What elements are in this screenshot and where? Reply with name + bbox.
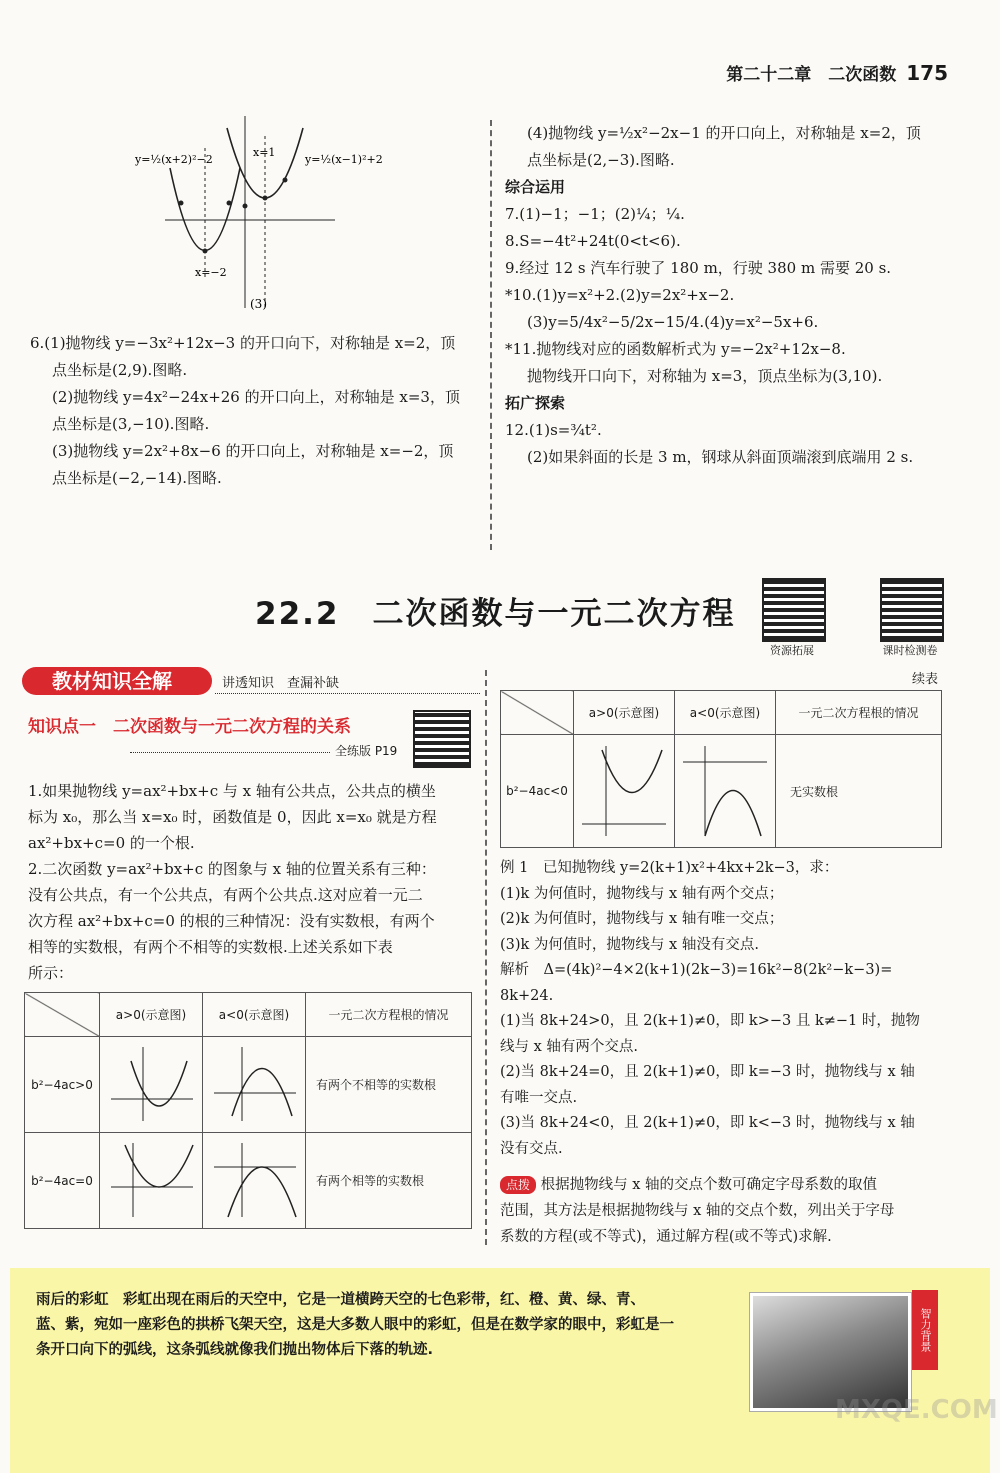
sketch-cell — [100, 1133, 203, 1229]
table-header: a>0(示意图) — [574, 691, 675, 735]
example-line: (3)k 为何值时，抛物线与 x 轴没有交点. — [500, 936, 759, 953]
qr-code-test[interactable] — [880, 578, 944, 642]
body-line: 没有公共点，有一个公共点，有两个公共点.这对应着一元二 — [28, 886, 423, 904]
parabola-graph-3 — [135, 108, 395, 318]
note-line: 条开口向下的弧线，这条弧线就像我们抛出物体后下落的轨迹. — [36, 1342, 434, 1358]
point — [179, 201, 184, 206]
point1-rule — [130, 752, 330, 753]
x1-label: x=1 — [253, 146, 276, 159]
xm2-label: x=−2 — [195, 266, 227, 279]
example-line: (1)k 为何值时，抛物线与 x 轴有两个交点； — [500, 885, 784, 902]
page-header — [726, 60, 948, 85]
table-row-label: b²−4ac>0 — [25, 1037, 100, 1133]
tip-line: 根据抛物线与 x 轴的交点个数可确定字母系数的取值 — [540, 1177, 878, 1193]
watermark: MXQE.COM — [835, 1395, 998, 1425]
table-header: a<0(示意图) — [203, 993, 306, 1037]
continued-label: 续表 — [912, 672, 939, 687]
eq-left-label: y=½(x+2)²−2 — [135, 153, 213, 166]
point1-title: 知识点一 二次函数与一元二次方程的关系 — [28, 717, 351, 737]
body-line: 2.二次函数 y=ax²+bx+c 的图象与 x 轴的位置关系有三种： — [28, 860, 436, 878]
answer-line: 点坐标是(2,−3).图略. — [527, 151, 675, 169]
rainbow-note — [36, 1288, 736, 1363]
table-header: 一元二次方程根的情况 — [306, 993, 472, 1037]
example-1 — [500, 856, 950, 1162]
tip-line: 系数的方程(或不等式)，通过解方程(或不等式)求解. — [500, 1229, 832, 1245]
body-line: 相等的实数根，有两个不相等的实数根.上述关系如下表 — [28, 938, 393, 956]
knowledge-banner — [22, 667, 212, 695]
answer-line: (3)抛物线 y=2x²+8x−6 的开口向上，对称轴是 x=−2，顶 — [52, 442, 454, 460]
sketch-cell — [675, 735, 776, 848]
answer-line: 点坐标是(2,9).图略. — [52, 361, 188, 379]
answer-line: 12.(1)s=¾t². — [505, 421, 602, 439]
relation-table — [24, 992, 472, 1229]
table-corner — [501, 691, 574, 735]
relation-table-continued — [500, 690, 942, 848]
section-title: 22.2 二次函数与一元二次方程 — [255, 596, 736, 632]
example-line: (1)当 8k+24>0，且 2(k+1)≠0，即 k>−3 且 k≠−1 时，抛物 — [500, 1013, 920, 1029]
body-line: 标为 x₀，那么当 x=x₀ 时，函数值是 0，因此 x=x₀ 就是方程 — [28, 808, 437, 826]
table-header: 一元二次方程根的情况 — [776, 691, 942, 735]
answer-line: (2)抛物线 y=4x²−24x+26 的开口向上，对称轴是 x=3，顶 — [52, 388, 460, 406]
qr-code-point1[interactable] — [413, 710, 471, 768]
answer-line: 6.(1)抛物线 y=−3x²+12x−3 的开口向下，对称轴是 x=2，顶 — [30, 334, 456, 352]
table-row-label: b²−4ac<0 — [501, 735, 574, 848]
example-line: 8k+24. — [500, 987, 554, 1004]
note-line: 雨后的彩虹 彩虹出现在雨后的天空中，它是一道横跨天空的七色彩带，红、橙、黄、绿、青、 — [36, 1292, 645, 1308]
tip-line: 范围，其方法是根据抛物线与 x 轴的交点个数，列出关于字母 — [500, 1203, 895, 1219]
answer-line: 7.(1)−1；−1；(2)¼；¼. — [505, 205, 685, 223]
example-line: (3)当 8k+24<0，且 2(k+1)≠0，即 k<−3 时，抛物线与 x 轴 — [500, 1115, 915, 1131]
answer-line: *11.抛物线对应的函数解析式为 y=−2x²+12x−8. — [505, 340, 846, 358]
side-tab: 智力背景 — [912, 1290, 938, 1370]
eq-right-label: y=½(x−1)²+2 — [305, 153, 383, 166]
answer-line: 9.经过 12 s 汽车行驶了 180 m，行驶 380 m 需要 20 s. — [505, 259, 892, 277]
qr-code-resources[interactable] — [762, 578, 826, 642]
table-cell-text: 有两个不相等的实数根 — [306, 1037, 472, 1133]
banner-title: 教材知识全解 — [52, 669, 172, 693]
answer-line: 点坐标是(3,−10).图略. — [52, 415, 210, 433]
qr2-label: 课时检测卷 — [882, 644, 938, 657]
table-header: a>0(示意图) — [100, 993, 203, 1037]
table-cell-text: 有两个相等的实数根 — [306, 1133, 472, 1229]
tip-box — [500, 1172, 950, 1250]
graph-caption: (3) — [250, 297, 267, 311]
answers-right — [505, 120, 955, 471]
sketch-cell — [574, 735, 675, 848]
answer-line: (3)y=5/4x²−5/2x−15/4.(4)y=x²−5x+6. — [527, 313, 819, 331]
point — [227, 201, 232, 206]
table-corner — [25, 993, 100, 1037]
answer-line: (2)如果斜面的长是 3 m，钢球从斜面顶端滚到底端用 2 s. — [527, 448, 914, 466]
body-line: 1.如果抛物线 y=ax²+bx+c 与 x 轴有公共点，公共点的横坐 — [28, 782, 436, 800]
page-number: 175 — [906, 61, 948, 85]
body-line: 所示： — [28, 964, 74, 982]
banner-subtitle: 讲透知识 查漏补缺 — [222, 676, 340, 691]
column-divider — [490, 120, 492, 550]
tip-badge: 点拨 — [500, 1176, 536, 1194]
sketch-cell — [203, 1133, 306, 1229]
answer-line: 抛物线开口向下，对称轴为 x=3，顶点坐标为(3,10). — [527, 367, 883, 385]
answer-line: 8.S=−4t²+24t(0<t<6). — [505, 232, 681, 250]
subheading: 拓广探索 — [505, 394, 566, 412]
answer-line: *10.(1)y=x²+2.(2)y=2x²+x−2. — [505, 286, 735, 304]
table-cell-text: 无实数根 — [776, 735, 942, 848]
point — [283, 178, 288, 183]
point — [203, 249, 208, 254]
example-line: (2)k 为何值时，抛物线与 x 轴有唯一交点； — [500, 911, 784, 927]
example-line: 例 1 已知抛物线 y=2(k+1)x²+4kx+2k−3，求： — [500, 860, 839, 876]
example-line: 有唯一交点. — [500, 1089, 578, 1106]
banner-rule — [215, 693, 480, 694]
example-line: 没有交点. — [500, 1140, 563, 1157]
example-line: 线与 x 轴有两个交点. — [500, 1038, 639, 1055]
subheading: 综合运用 — [505, 178, 566, 196]
body-line: ax²+bx+c=0 的一个根. — [28, 834, 195, 852]
rainbow-photo — [750, 1293, 911, 1411]
example-line: (2)当 8k+24=0，且 2(k+1)≠0，即 k=−3 时，抛物线与 x 轴 — [500, 1064, 915, 1080]
answer-line: (4)抛物线 y=½x²−2x−1 的开口向上，对称轴是 x=2，顶 — [527, 124, 921, 142]
sketch-cell — [203, 1037, 306, 1133]
point — [243, 204, 248, 209]
point — [263, 196, 268, 201]
qr1-label: 资源拓展 — [770, 644, 814, 657]
point1-body — [28, 778, 478, 986]
answer-line: 点坐标是(−2,−14).图略. — [52, 469, 222, 487]
answers-left — [30, 330, 480, 492]
column-divider — [485, 670, 487, 1245]
chapter-title: 第二十二章 二次函数 — [726, 65, 897, 85]
point1-ref: 全练版 P19 — [335, 744, 398, 758]
table-row-label: b²−4ac=0 — [25, 1133, 100, 1229]
example-line: 解析 Δ=(4k)²−4×2(k+1)(2k−3)=16k²−8(2k²−k−3)= — [500, 962, 893, 978]
sketch-cell — [100, 1037, 203, 1133]
body-line: 次方程 ax²+bx+c=0 的根的三种情况：没有实数根，有两个 — [28, 912, 435, 930]
note-line: 蓝、紫，宛如一座彩色的拱桥飞架天空，这是大多数人眼中的彩虹，但是在数学家的眼中，彩虹是一 — [36, 1317, 674, 1333]
table-header: a<0(示意图) — [675, 691, 776, 735]
